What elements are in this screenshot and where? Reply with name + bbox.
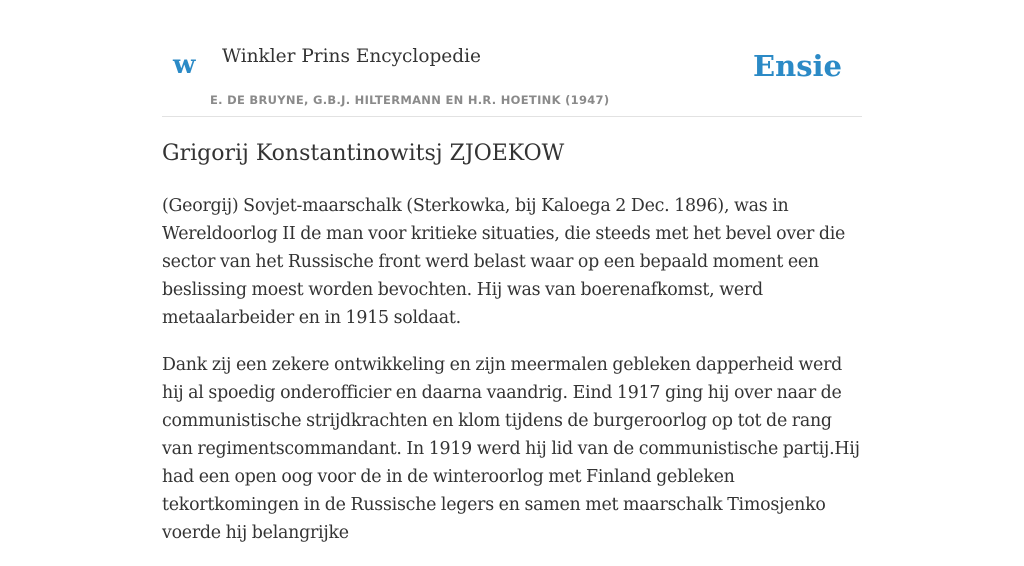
article-paragraph: Dank zij een zekere ontwikkeling en zijn meermalen gebleken dapperheid werd hij al spoedig onderofficier en daarna vaandrig. Eind 1917 ging hij over naar de communistische strijdkrachten en klom tijdens de burgeroorlog op tot de rang van regimentscommandant. In 1919 werd hij lid van de communistische partij.Hij had een open oog voor de in de winteroorlog met Finland gebleken tekortkomingen in de Russische legers en samen met maarschalk Timosjenko voerde hij belangrijke [162, 355, 860, 543]
site-header [162, 0, 862, 117]
article-paragraph: (Georgij) Sovjet-maarschalk (Sterkowka, bij Kaloega 2 Dec. 1896), was in Wereldoorlog II de man voor kritieke situaties, die steeds met het bevel over die sector van het Russische front werd belast waar op een bepaald moment een beslissing moest worden bevochten. Hij was van boerenafkomst, werd metaalarbeider en in 1915 soldaat. [162, 196, 846, 328]
site-title[interactable]: Winkler Prins Encyclopedie [222, 46, 481, 67]
authors-line: E. DE BRUYNE, G.B.J. HILTERMANN EN H.R. HOETINK (1947) [210, 93, 610, 107]
article-body [162, 192, 862, 566]
ensie-brand-link[interactable]: Ensie [753, 49, 842, 83]
article-title: Grigorij Konstantinowitsj ZJOEKOW [162, 141, 565, 166]
site-logo[interactable]: w [173, 50, 196, 80]
